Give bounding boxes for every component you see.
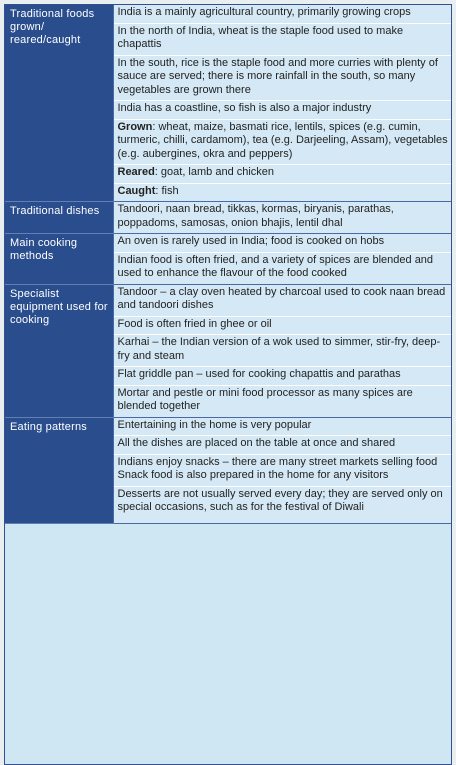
- list-item: [114, 335, 453, 367]
- entry-text: In the north of India, wheat is the staple food used to make chapattis: [117, 24, 404, 50]
- entry-text: Tandoor – a clay oven heated by charcoal used to cook naan bread and tandoori dishes: [117, 285, 446, 311]
- row-content-cell: [113, 284, 452, 417]
- entry-text: In the south, rice is the staple food and more curries with plenty of sauce are served; there is more rainfall in the south, so many vegetables are grown there: [117, 56, 438, 96]
- entry-text: Karhai – the Indian version of a wok used to simmer, stir-fry, deep-fry and steam: [117, 336, 441, 362]
- table-row: [5, 202, 452, 234]
- list-item: [114, 202, 453, 233]
- list-item: [114, 120, 453, 166]
- entry-text: : fish: [155, 184, 179, 197]
- entry-text: : wheat, maize, basmati rice, lentils, spices (e.g. cumin, turmeric, chilli, cardamom), tea (e.g. Darjeeling, Assam), vegetables (e.g. aubergines, okra and peppers): [117, 120, 448, 160]
- entry-text: Entertaining in the home is very popular: [117, 418, 312, 431]
- list-item: [114, 165, 453, 184]
- row-content-cell: [113, 202, 452, 234]
- entry-text: Mortar and pestle or mini food processor as many spices are blended together: [117, 386, 413, 412]
- row-category-label: Traditional foods grown/ reared/caught: [5, 5, 113, 202]
- list-item: [114, 101, 453, 120]
- entry-label: Caught: [117, 184, 156, 197]
- table-row: [5, 5, 452, 202]
- row-content-cell: [113, 234, 452, 285]
- table-row: [5, 417, 452, 523]
- entry-text: An oven is rarely used in India; food is cooked on hobs: [117, 235, 385, 247]
- entry-text: : goat, lamb and chicken: [154, 166, 275, 178]
- row-category-label: Traditional dishes: [5, 202, 113, 234]
- entry-text: Desserts are not usually served every day; they are served only on special occasions, such as for the festival of Diwali: [117, 487, 443, 513]
- list-item: [114, 234, 453, 253]
- entry-text-line: Snack food is also prepared in the home for any visitors: [117, 469, 389, 481]
- table-row: [5, 234, 452, 285]
- entry-text: Tandoori, naan bread, tikkas, kormas, biryanis, parathas, poppadoms, samosas, onion bhajis, lentil dhal: [117, 203, 394, 229]
- list-item: [114, 317, 453, 336]
- row-category-label: Eating patterns: [5, 417, 113, 523]
- entry-text: All the dishes are placed on the table at once and shared: [117, 437, 396, 449]
- table-row: [5, 284, 452, 417]
- list-item: [114, 386, 453, 417]
- food-facts-table: [5, 5, 452, 524]
- list-item: [114, 5, 453, 24]
- list-item: [114, 418, 453, 437]
- list-item: [114, 56, 453, 102]
- entry-label: Grown: [117, 120, 153, 133]
- entry-text: India is a mainly agricultural country, primarily growing crops: [117, 6, 411, 18]
- entry-text: Flat griddle pan – used for cooking chapattis and parathas: [117, 368, 401, 380]
- list-item: [114, 184, 453, 202]
- list-item: [114, 367, 453, 386]
- entry-text-line: Indians enjoy snacks – there are many street markets selling food: [117, 455, 438, 468]
- table-body: [5, 5, 452, 523]
- list-item: [114, 24, 453, 56]
- entry-text: India has a coastline, so fish is also a major industry: [117, 102, 372, 114]
- row-category-label: Specialist equipment used for cooking: [5, 284, 113, 417]
- list-item: [114, 285, 453, 317]
- entry-text: Indian food is often fried, and a variety of spices are blended and used to enhance the flavour of the food cooked: [117, 253, 434, 279]
- entry-label: Reared: [117, 166, 155, 178]
- list-item: [114, 253, 453, 284]
- list-item: [114, 436, 453, 455]
- list-item: [114, 487, 453, 523]
- list-item: [114, 455, 453, 487]
- row-category-label: Main cooking methods: [5, 234, 113, 285]
- row-content-cell: [113, 417, 452, 523]
- entry-text: Food is often fried in ghee or oil: [117, 317, 272, 330]
- cuisine-info-table: [4, 4, 452, 765]
- row-content-cell: [113, 5, 452, 202]
